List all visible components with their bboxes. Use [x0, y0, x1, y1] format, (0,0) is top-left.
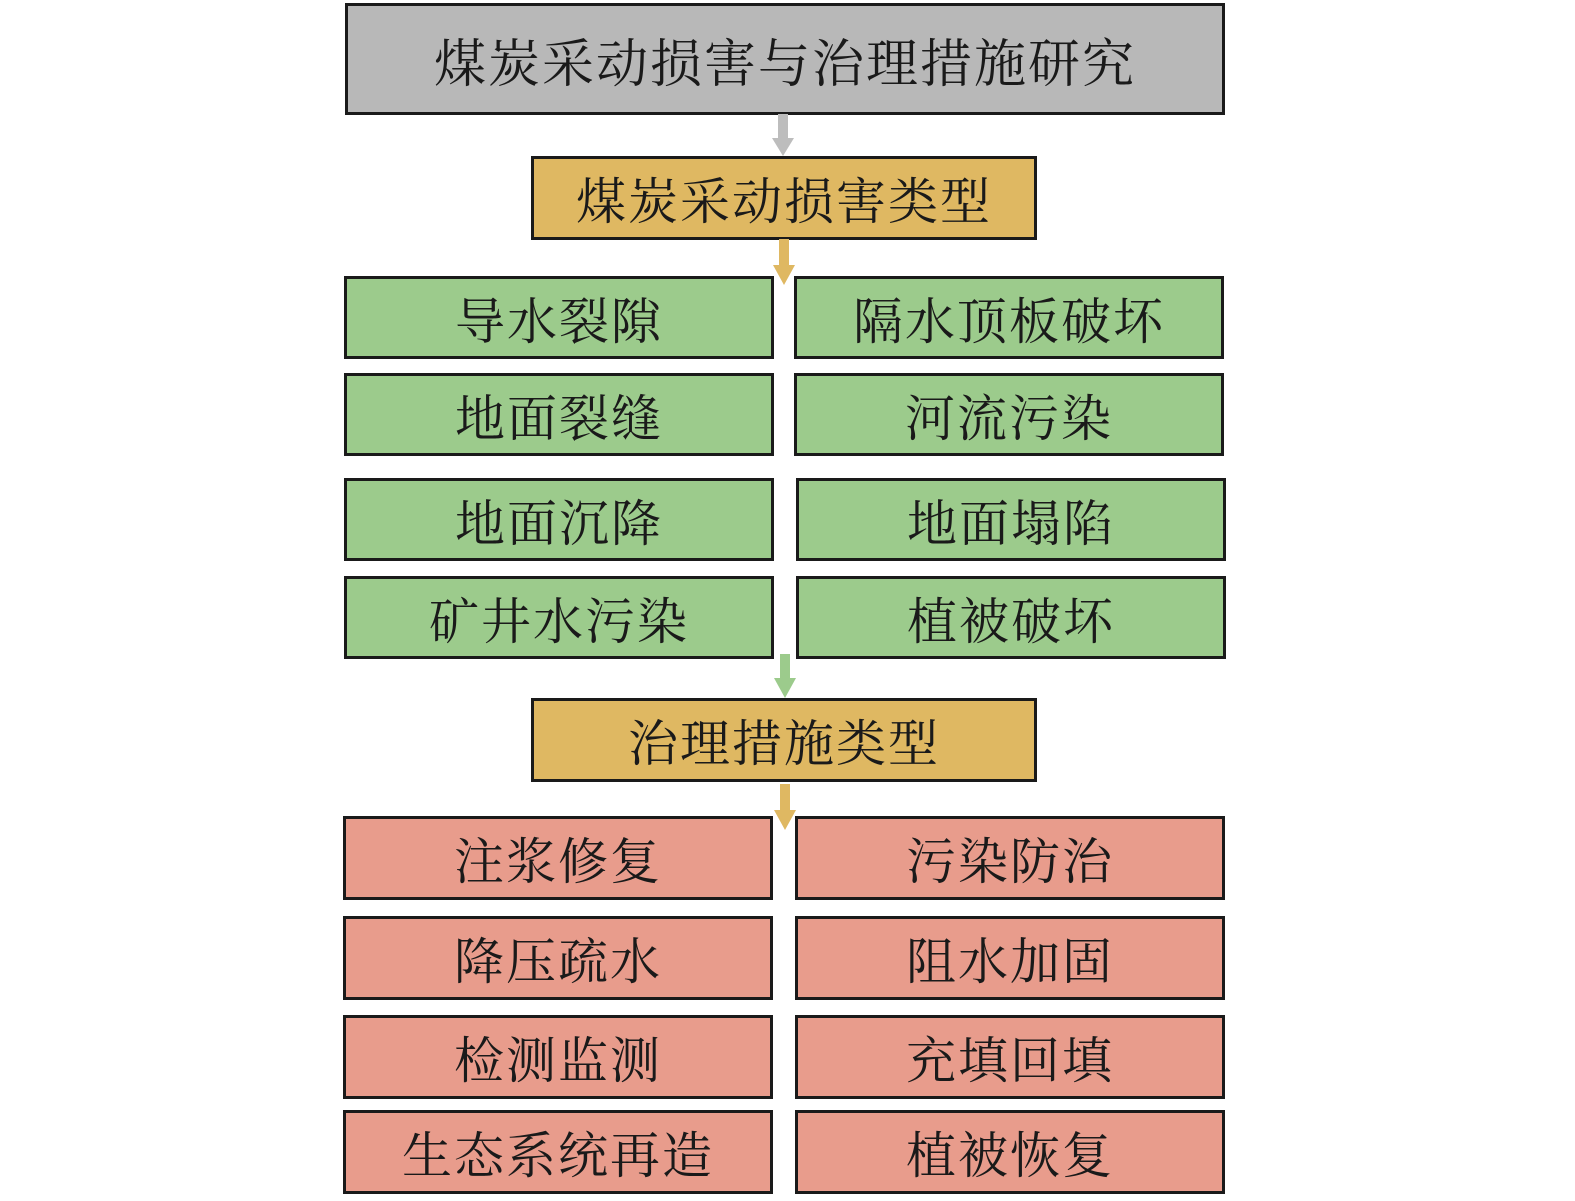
- measure-item-label: 植被恢复: [906, 1127, 1114, 1185]
- damage-item-label: 地面裂缝: [455, 389, 663, 448]
- damage-item: [796, 478, 1226, 561]
- damage-header-box: [531, 156, 1037, 240]
- measure-item: [343, 1110, 773, 1194]
- measure-item: [795, 1015, 1225, 1099]
- measure-item-label: 降压疏水: [454, 933, 662, 991]
- arrow-title-to-damage: [770, 114, 796, 158]
- measure-item: [343, 1015, 773, 1099]
- damage-item-label: 植被破坏: [907, 592, 1115, 651]
- measure-item-label: 注浆修复: [454, 833, 662, 891]
- measure-item-label: 检测监测: [454, 1032, 662, 1090]
- damage-item: [794, 276, 1224, 359]
- title-box: [345, 3, 1225, 115]
- measure-item-label: 阻水加固: [906, 933, 1114, 991]
- measure-item-label: 生态系统再造: [402, 1127, 714, 1185]
- measure-item: [343, 916, 773, 1000]
- measure-item-label: 充填回填: [906, 1032, 1114, 1090]
- measure-item: [795, 816, 1225, 900]
- damage-item: [344, 576, 774, 659]
- measure-item: [795, 1110, 1225, 1194]
- damage-item-label: 地面沉降: [455, 494, 663, 553]
- damage-item-label: 河流污染: [905, 389, 1113, 448]
- damage-header-text: 煤炭采动损害类型: [576, 173, 992, 231]
- title-text: 煤炭采动损害与治理措施研究: [433, 34, 1136, 95]
- measure-item: [343, 816, 773, 900]
- damage-item: [794, 373, 1224, 456]
- measures-header-text: 治理措施类型: [628, 715, 940, 773]
- damage-item-label: 地面塌陷: [907, 494, 1115, 553]
- measure-item-label: 污染防治: [906, 833, 1114, 891]
- damage-item: [796, 576, 1226, 659]
- measures-header-box: [531, 698, 1037, 782]
- damage-item: [344, 373, 774, 456]
- damage-item-label: 隔水顶板破坏: [853, 292, 1165, 351]
- arrow-damage-to-measures: [772, 654, 798, 700]
- damage-item-label: 矿井水污染: [429, 592, 689, 651]
- damage-item: [344, 276, 774, 359]
- measure-item: [795, 916, 1225, 1000]
- damage-item-label: 导水裂隙: [455, 292, 663, 351]
- damage-item: [344, 478, 774, 561]
